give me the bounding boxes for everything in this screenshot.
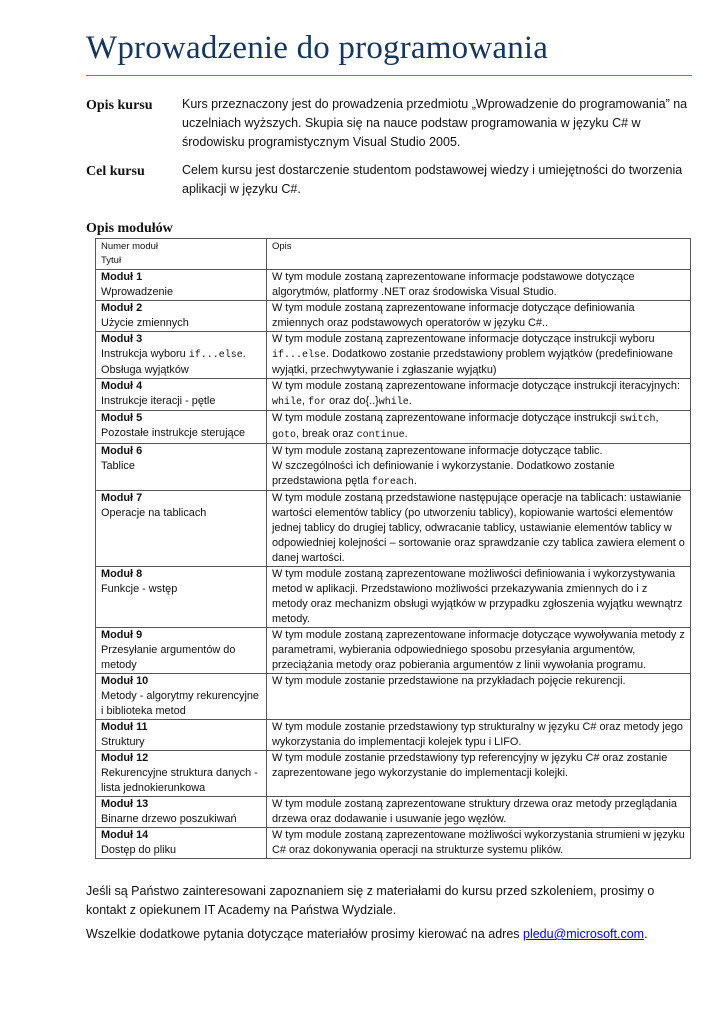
module-number: Moduł 1 [101, 271, 143, 283]
table-row [96, 628, 691, 674]
course-goal-row [86, 161, 692, 199]
module-description: W tym module zostanie przedstawiony typ strukturalny w języku C# oraz metody jego wykorzystania do implementacji kolejek typu i LIFO. [267, 720, 691, 751]
module-description: W tym module zostaną zaprezentowane informacje dotyczące tablic. W szczególności ich definiowanie i wykorzystanie. Dodatkowo zostanie przedstawiona pętla foreach. [267, 444, 691, 491]
module-number: Moduł 12 [101, 752, 149, 764]
module-title: Dostęp do pliku [101, 844, 177, 856]
module-description: W tym module zostaną zaprezentowane struktury drzewa oraz metody przeglądania drzewa oraz dodawanie i usuwanie jego węzłów. [267, 797, 691, 828]
module-number: Moduł 13 [101, 798, 149, 810]
title-divider [86, 75, 692, 76]
table-row [96, 411, 691, 444]
module-title: Tablice [101, 460, 135, 472]
module-description: W tym module zostaną zaprezentowane możliwości wykorzystania strumieni w języku C# oraz dokonywania operacji na strukturze systemu plików. [267, 828, 691, 859]
module-title: Binarne drzewo poszukiwań [101, 813, 237, 825]
table-row [96, 379, 691, 411]
module-description: W tym module zostanie przedstawione na przykładach pojęcie rekurencji. [267, 674, 691, 720]
module-number: Moduł 3 [101, 333, 143, 345]
module-number: Moduł 5 [101, 412, 143, 424]
email-link[interactable]: pledu@microsoft.com [523, 927, 645, 941]
table-row [96, 301, 691, 332]
module-title: Pozostałe instrukcje sterujące [101, 427, 246, 439]
table-row [96, 567, 691, 628]
course-description-row [86, 95, 692, 152]
table-row [96, 720, 691, 751]
module-description: W tym module zostaną zaprezentowane informacje dotyczące instrukcji wyboru if...else. Dodatkowo zostanie przedstawiony problem wyjątków (predefiniowane wyjątki, przechwytywanie i zgłaszanie wyjątku) [267, 332, 691, 379]
module-number: Moduł 8 [101, 568, 143, 580]
page-title: Wprowadzenie do programowania [86, 30, 549, 66]
module-number: Moduł 7 [101, 492, 143, 504]
table-row [96, 444, 691, 491]
table-row [96, 751, 691, 797]
contact-paragraph: Jeśli są Państwo zainteresowani zapoznaniem się z materiałami do kursu przed szkoleniem, prosimy o kontakt z opiekunem IT Academy na Państwa Wydziale. [86, 884, 655, 917]
module-title: Instrukcje iteracji - pętle [101, 395, 216, 407]
module-title: Funkcje - wstęp [101, 583, 178, 595]
table-row [96, 674, 691, 720]
table-row [96, 270, 691, 301]
module-description: W tym module zostaną zaprezentowane możliwości definiowania i wykorzystywania metod w aplikacji. Przedstawiono możliwości przekazywania zmiennych do i z metody oraz mechanizm obsługi wyjątków w przypadku zgłoszenia wyjątku wewnątrz metody. [267, 567, 691, 628]
header-title: Tytuł [101, 255, 122, 266]
module-number: Moduł 14 [101, 829, 149, 841]
questions-paragraph: Wszelkie dodatkowe pytania dotyczące materiałów prosimy kierować na adres pledu@microsoft.com. [86, 927, 648, 941]
module-title: Operacje na tablicach [101, 507, 207, 519]
table-row [96, 828, 691, 859]
module-title: Użycie zmiennych [101, 317, 189, 329]
module-title: Struktury [101, 736, 145, 748]
header-number: Numer moduł [101, 241, 159, 252]
module-title: Rekurencyjne struktura danych - lista jednokierunkowa [101, 767, 258, 794]
header-description: Opis [267, 239, 691, 270]
table-row [96, 491, 691, 567]
modules-section-title: Opis modułów [86, 221, 173, 236]
module-number: Moduł 11 [101, 721, 148, 733]
module-title: Wprowadzenie [101, 286, 174, 298]
module-number: Moduł 2 [101, 302, 143, 314]
module-number: Moduł 4 [101, 380, 143, 392]
module-description: W tym module zostaną zaprezentowane informacje podstawowe dotyczące algorytmów, platformy .NET oraz środowiska Visual Studio. [267, 270, 691, 301]
module-description: W tym module zostaną zaprezentowane informacje dotyczące wywoływania metody z parametrami, wybierania odpowiedniego sposobu przesyłania argumentów, przeciążania metody oraz pobierania argumentów z linii wywołania programu. [267, 628, 691, 674]
module-description: W tym module zostaną zaprezentowane informacje dotyczące instrukcji iteracyjnych: while, for oraz do{..}while. [267, 379, 691, 411]
course-description-text: Kurs przeznaczony jest do prowadzenia przedmiotu „Wprowadzenie do programowania” na uczelniach wyższych. Skupia się na nauce podstaw programowania w języku C# w środowisku programistycznym Visual Studio 2005. [182, 97, 688, 149]
module-description: W tym module zostaną przedstawione następujące operacje na tablicach: ustawianie wartości elementów tablicy (po utworzeniu tablicy), kopiowanie wartości elementów jednej tablicy do drugiej tablicy, odwracanie tablicy, ustawianie elementów tablicy w odpowiedniej kolejności – sortowanie oraz sprawdzanie czy tablica zawiera element o danej wartości. [267, 491, 691, 567]
header-number-title [96, 239, 267, 270]
table-row [96, 332, 691, 379]
module-title: Przesyłanie argumentów do metody [101, 644, 236, 671]
table-header-row [96, 239, 691, 270]
table-row [96, 797, 691, 828]
module-title: Metody - algorytmy rekurencyjne i biblioteka metod [101, 690, 259, 717]
module-number: Moduł 10 [101, 675, 149, 687]
course-goal-text: Celem kursu jest dostarczenie studentom podstawowej wiedzy i umiejętności do tworzenia aplikacji w języku C#. [182, 163, 683, 196]
module-number: Moduł 9 [101, 629, 143, 641]
module-number: Moduł 6 [101, 445, 143, 457]
module-title: Instrukcja wyboru if...else. Obsługa wyjątków [101, 348, 246, 376]
module-description: W tym module zostanie przedstawiony typ referencyjny w języku C# oraz zostanie zaprezentowane jego wykorzystanie do implementacji kolejki. [267, 751, 691, 797]
course-goal-label: Cel kursu [86, 164, 145, 179]
modules-table [95, 238, 691, 859]
course-description-label: Opis kursu [86, 98, 153, 113]
module-description: W tym module zostaną zaprezentowane informacje dotyczące instrukcji switch, goto, break oraz continue. [267, 411, 691, 444]
module-description: W tym module zostaną zaprezentowane informacje dotyczące definiowania zmiennych oraz podstawowych operatorów w języku C#.. [267, 301, 691, 332]
